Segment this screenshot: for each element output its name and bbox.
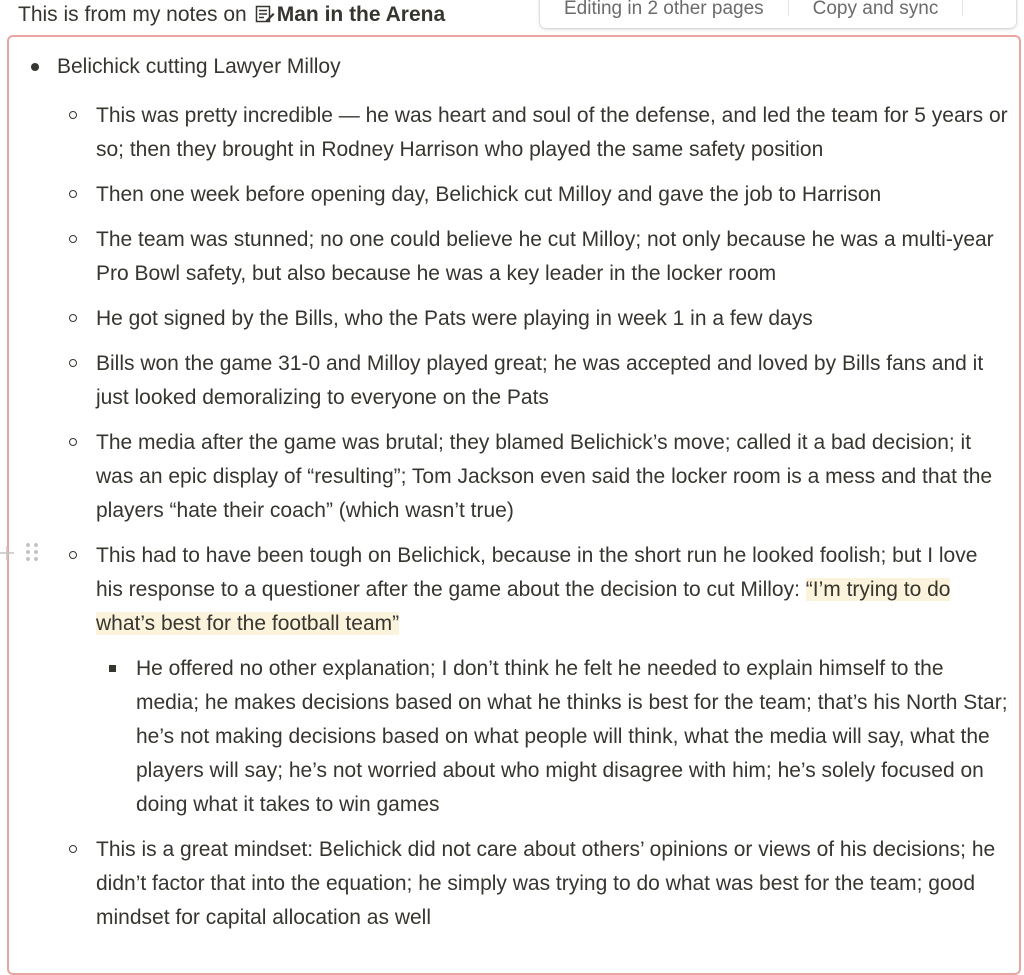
list-item-text-main: This had to have been tough on Belichick, because in the short run he looked foolish; but I love his response to a questioner after the game about the decision to cut Milloy: <box>96 544 978 601</box>
reference-prefix: This is from my notes on <box>18 3 247 26</box>
synced-block-toolbar <box>540 0 1016 28</box>
list-item-text <box>96 539 1008 641</box>
bullet-square <box>109 665 116 672</box>
bullet-circle <box>69 845 77 853</box>
list-item-text: The team was stunned; no one could believe he cut Milloy; not only because he was a multi-year Pro Bowl safety, but also because he was a key leader in the locker room <box>96 228 994 285</box>
list-item-text: Then one week before opening day, Belichick cut Milloy and gave the job to Harrison <box>96 183 882 206</box>
reference-line <box>18 0 445 30</box>
list-item-text: He offered no other explanation; I don’t think he felt he needed to explain himself to the media; he makes decisions based on what he thinks is best for the team; that’s his North Star; he’s not making decisions based on what people will think, what the media will say, what the players will say; he’s not worried about who might disagree with him; he’s solely focused on doing what it takes to win games <box>136 657 1008 816</box>
editing-in-pages-button[interactable]: Editing in 2 other pages <box>564 0 764 19</box>
list-item-text: He got signed by the Bills, who the Pats were playing in week 1 in a few days <box>96 307 813 330</box>
bullet-circle <box>69 551 77 559</box>
list-item-text: Bills won the game 31-0 and Milloy played great; he was accepted and loved by Bills fans and it just looked demoralizing to everyone on the Pats <box>96 352 984 409</box>
list-item-text: The media after the game was brutal; they blamed Belichick’s move; called it a bad decision; it was an epic display of “resulting”; Tom Jackson even said the locker room is a mess and that the players “hate their coach” (which wasn’t true) <box>96 431 993 522</box>
list-item[interactable] <box>57 35 997 84</box>
list-item[interactable] <box>96 822 1008 935</box>
list-item-text: This was pretty incredible — he was heart and soul of the defense, and led the team for 5 years or so; then they brought in Rodney Harrison who played the same safety position <box>96 104 1008 161</box>
list-item-text: This is a great mindset: Belichick did not care about others’ opinions or views of his decisions; he didn’t factor that into the equation; he simply was trying to do what was best for the team; good mindset for capital allocation as well <box>96 838 996 929</box>
list-item[interactable] <box>96 212 1008 291</box>
list-item[interactable] <box>96 291 1008 336</box>
toolbar-divider <box>962 0 963 16</box>
list-item[interactable] <box>96 415 1008 528</box>
bullet-circle <box>69 235 77 243</box>
list-item[interactable] <box>96 84 1008 167</box>
bullet-circle <box>69 438 77 446</box>
highlighted-quote: “I’m trying to do what’s best for the football team” <box>96 578 951 635</box>
bullet-circle <box>69 314 77 322</box>
list-item[interactable] <box>96 528 1008 641</box>
bullet-circle <box>69 190 77 198</box>
bullet-circle <box>69 359 77 367</box>
notes-page-icon <box>255 3 275 33</box>
bullet-disc <box>31 63 39 71</box>
page-link-man-in-the-arena[interactable]: Man in the Arena <box>276 3 446 26</box>
list-item-nested[interactable] <box>136 641 1008 822</box>
notes-list <box>0 35 1024 935</box>
list-item-text: Belichick cutting Lawyer Milloy <box>57 55 341 78</box>
copy-and-sync-button[interactable]: Copy and sync <box>812 0 939 19</box>
list-item[interactable] <box>96 167 1008 212</box>
bullet-circle <box>69 111 77 119</box>
list-item[interactable] <box>96 336 1008 415</box>
